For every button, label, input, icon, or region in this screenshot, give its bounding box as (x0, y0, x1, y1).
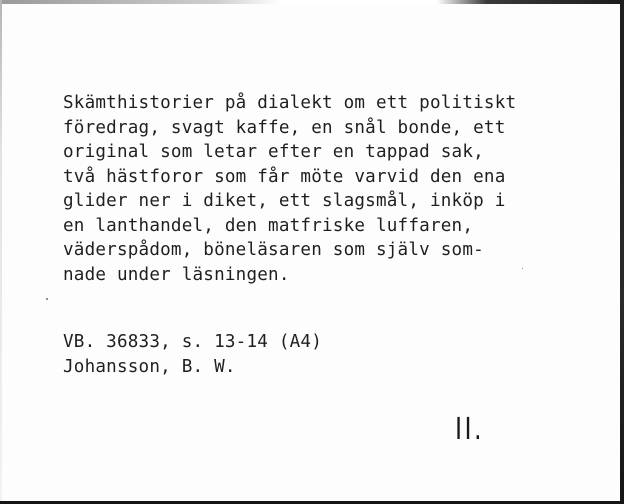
description-line: Skämthistorier på dialekt om ett politiskt (63, 93, 517, 113)
author-name: Johansson, B. W. (63, 356, 236, 377)
card-reference (63, 330, 322, 379)
scan-speck (522, 268, 523, 269)
handwritten-mark: II. (455, 412, 484, 447)
scan-edge-left (0, 0, 2, 504)
description-line: väderspådom, böneläsaren som själv som- (63, 240, 484, 260)
scan-edge-top (0, 0, 624, 4)
description-line: original som letar efter en tappad sak, (63, 142, 484, 162)
description-line: nade under läsningen. (63, 264, 290, 285)
description-line: glider ner i diket, ett slagsmål, inköp i (63, 191, 506, 211)
description-line: en lanthandel, den matfriske luffaren, (63, 215, 474, 236)
description-line: två hästforor som får möte varvid den ena (63, 166, 506, 187)
scan-speck (46, 298, 48, 300)
card-description (63, 91, 563, 287)
description-line: föredrag, svagt kaffe, en snål bonde, ett (63, 117, 506, 138)
scan-edge-right (620, 0, 624, 504)
archive-reference: VB. 36833, s. 13-14 (A4) (63, 332, 323, 352)
